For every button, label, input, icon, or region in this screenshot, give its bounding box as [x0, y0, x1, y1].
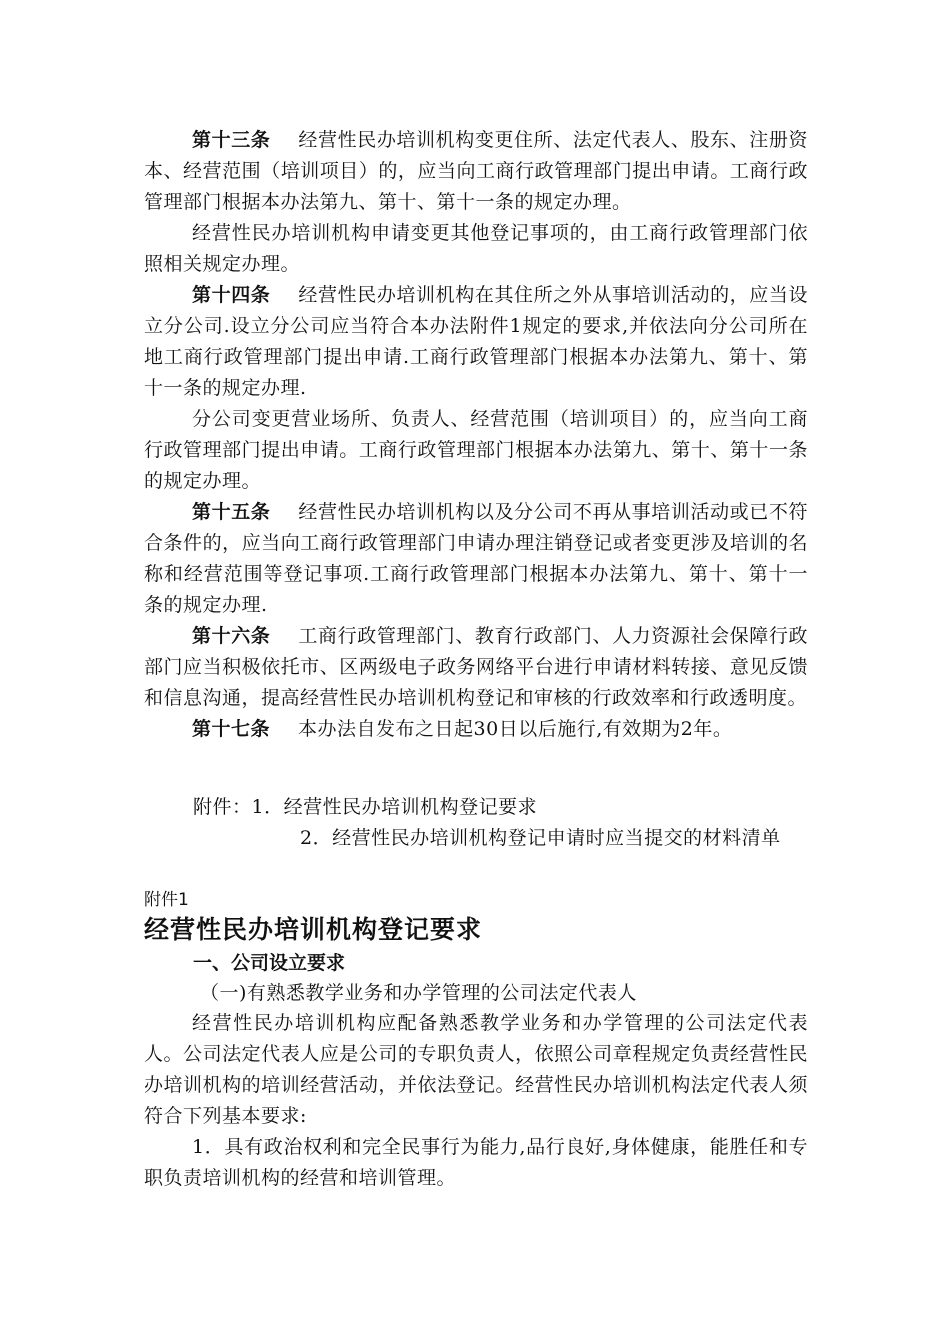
article-text: 经营性民办培训机构申请变更其他登记事项的，由工商行政管理部门依照相关规定办理。	[144, 222, 808, 275]
attachment-item-2: 2．经营性民办培训机构登记申请时应当提交的材料清单	[300, 827, 781, 849]
article-label: 第十七条	[192, 718, 271, 740]
article-text: 经营性民办培训机构以及分公司不再从事培训活动或已不符合条件的，应当向工商行政管理部门申请办理注销登记或者变更涉及培训的名称和经营范围等登记事项.工商行政管理部门根据本办法第九、第十、第十一条的规定办理.	[144, 501, 808, 616]
article-17	[144, 714, 808, 745]
annex-paragraph: 1．具有政治权利和完全民事行为能力,品行良好,身体健康，能胜任和专职负责培训机构的经营和培训管理。	[144, 1136, 808, 1189]
annex-paragraph: 经营性民办培训机构应配备熟悉教学业务和办学管理的公司法定代表人。公司法定代表人应是公司的专职负责人，依照公司章程规定负责经营性民办培训机构的培训经营活动，并依法登记。经营性民办培训机构法定代表人须符合下列基本要求:	[144, 1012, 808, 1127]
article-14-paragraph-2	[144, 404, 808, 497]
article-text: 本办法自发布之日起30日以后施行,有效期为2年。	[298, 718, 733, 740]
article-text: 经营性民办培训机构在其住所之外从事培训活动的，应当设立分公司.设立分公司应当符合本办法附件1规定的要求,并依法向分公司所在地工商行政管理部门提出申请.工商行政管理部门根据本办法第九、第十、第十一条的规定办理.	[144, 284, 808, 399]
articles-block	[144, 125, 808, 745]
annex-label: 附件1	[144, 890, 189, 910]
subsection-heading: （一)有熟悉教学业务和办学管理的公司法定代表人	[200, 982, 637, 1004]
article-label: 第十四条	[192, 284, 271, 306]
article-text: 分公司变更营业场所、负责人、经营范围（培训项目）的，应当向工商行政管理部门提出申请。工商行政管理部门根据本办法第九、第十、第十一条的规定办理。	[144, 408, 808, 492]
article-15	[144, 497, 808, 621]
article-label: 第十六条	[192, 625, 271, 647]
article-16	[144, 621, 808, 714]
attachment-item-1: 附件：1．经营性民办培训机构登记要求	[193, 796, 538, 818]
annex-title: 经营性民办培训机构登记要求	[144, 915, 483, 944]
section-heading: 一、公司设立要求	[193, 952, 346, 974]
article-label: 第十三条	[192, 129, 271, 151]
article-text: 工商行政管理部门、教育行政部门、人力资源社会保障行政部门应当积极依托市、区两级电子政务网络平台进行申请材料转接、意见反馈和信息沟通，提高经营性民办培训机构登记和审核的行政效率和行政透明度。	[144, 625, 808, 709]
article-text: 经营性民办培训机构变更住所、法定代表人、股东、注册资本、经营范围（培训项目）的，应当向工商行政管理部门提出申请。工商行政管理部门根据本办法第九、第十、第十一条的规定办理。	[144, 129, 808, 213]
article-14	[144, 280, 808, 404]
article-label: 第十五条	[192, 501, 271, 523]
article-13	[144, 125, 808, 218]
annex-body	[144, 1008, 808, 1194]
article-13-paragraph-2	[144, 218, 808, 280]
